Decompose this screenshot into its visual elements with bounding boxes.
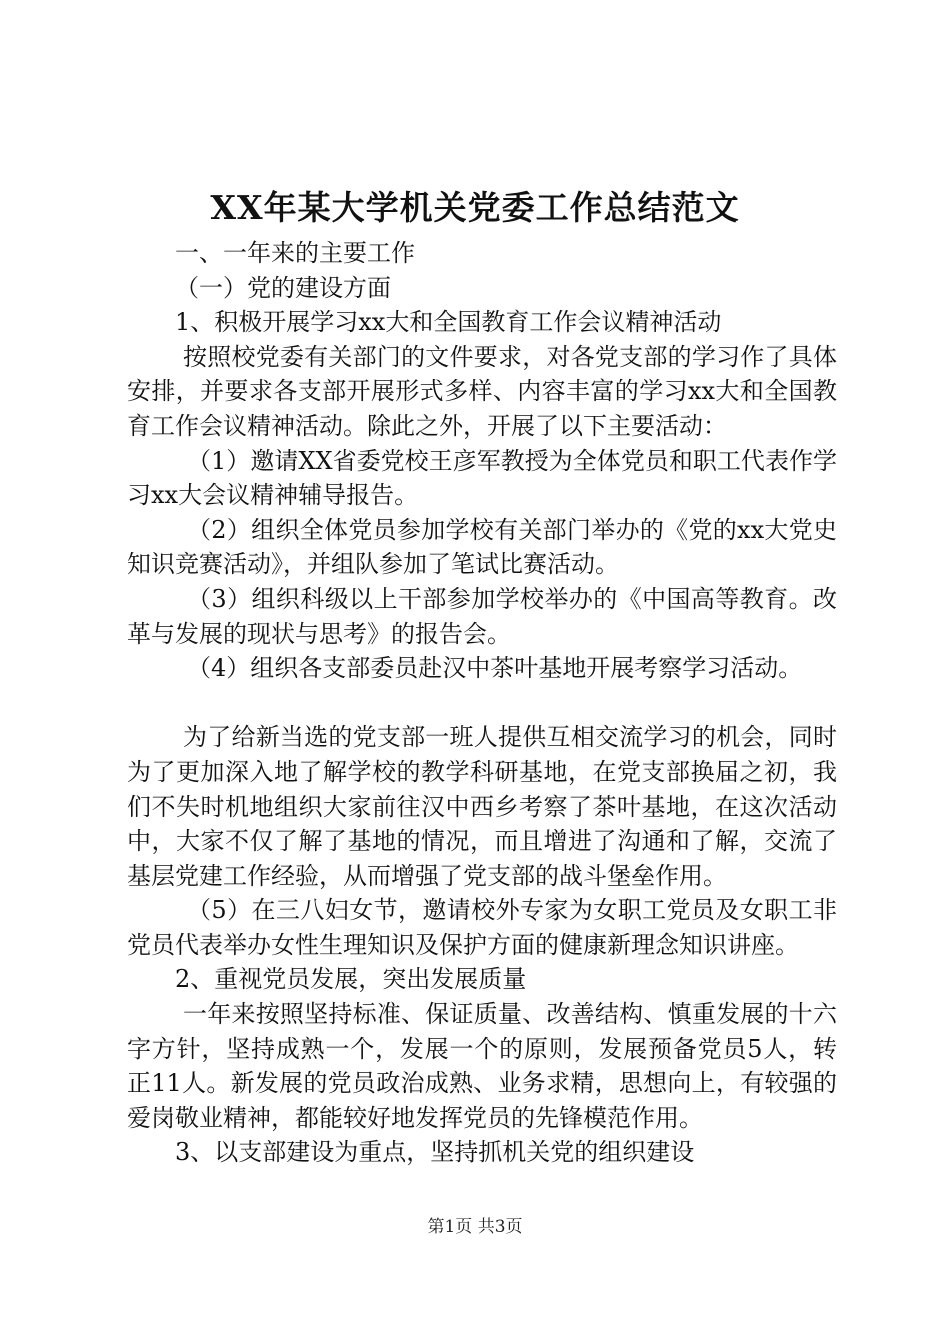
body-paragraph: 按照校党委有关部门的文件要求，对各党支部的学习作了具体安排，并要求各支部开展形式多样、内容丰富的学习xx大和全国教育工作会议精神活动。除此之外，开展了以下主要活动：: [127, 342, 837, 440]
document-title: XX年某大学机关党委工作总结范文: [210, 188, 740, 227]
item-heading: 3、以支部建设为重点，坚持抓机关党的组织建设: [175, 1138, 695, 1167]
item-heading: 2、重视党员发展，突出发展质量: [175, 965, 527, 994]
body-paragraph: 为了给新当选的党支部一班人提供互相交流学习的机会，同时为了更加深入地了解学校的教学科研基地，在党支部换届之初，我们不失时机地组织大家前往汉中西乡考察了茶叶基地，在这次活动中，大家不仅了解了基地的情况，而且增进了沟通和了解，交流了基层党建工作经验，从而增强了党支部的战斗堡垒作用。: [127, 723, 837, 890]
body-paragraph: 一年来按照坚持标准、保证质量、改善结构、慎重发展的十六字方针，坚持成熟一个，发展一个的原则，发展预备党员5人，转正11人。新发展的党员政治成熟、业务求精，思想向上，有较强的爱岗敬业精神，都能较好地发挥党员的先锋模范作用。: [127, 1000, 837, 1132]
paragraph-spacer: [127, 686, 837, 721]
list-item: （3）组织科级以上干部参加学校举办的《中国高等教育。改革与发展的现状与思考》的报告会。: [127, 584, 837, 648]
list-item: （4）组织各支部委员赴汉中茶叶基地开展考察学习活动。: [187, 654, 803, 683]
section-heading: 一、一年来的主要工作: [175, 239, 415, 267]
item-heading: 1、积极开展学习xx大和全国教育工作会议精神活动: [175, 308, 722, 337]
list-item: （1）邀请XX省委党校王彦军教授为全体党员和职工代表作学习xx大会议精神辅导报告。: [127, 446, 837, 510]
list-item: （2）组织全体党员参加学校有关部门举办的《党的xx大党史知识竞赛活动》，并组队参加了笔试比赛活动。: [127, 515, 837, 579]
document-body: [127, 236, 837, 1170]
page-footer: 第1页 共3页: [427, 1217, 523, 1237]
list-item: （5）在三八妇女节，邀请校外专家为女职工党员及女职工非党员代表举办女性生理知识及保护方面的健康新理念知识讲座。: [127, 896, 837, 959]
subsection-heading: （一）党的建设方面: [175, 273, 391, 302]
